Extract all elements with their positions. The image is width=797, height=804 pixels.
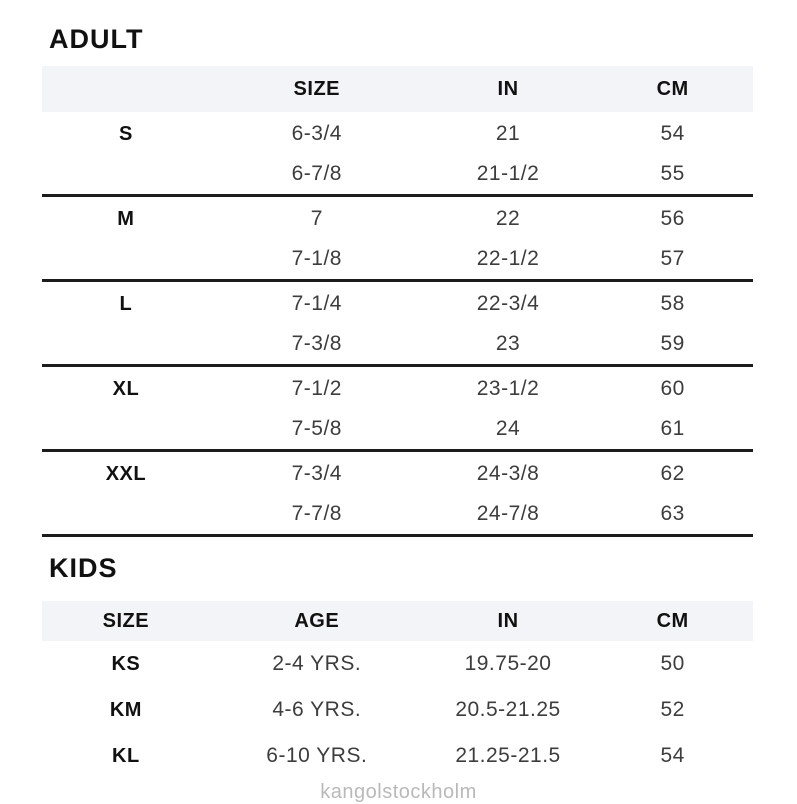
watermark-text: kangolstockholm	[320, 781, 477, 803]
size-label-cell: XL	[112, 377, 140, 400]
adult-header-in: IN	[497, 77, 519, 100]
kids-header-size: SIZE	[102, 609, 150, 632]
adult-table-header-row	[42, 66, 753, 112]
inches-cell: 24-3/8	[476, 462, 540, 485]
inches-cell: 22	[495, 207, 521, 230]
adult-size-group-xxl	[42, 452, 753, 537]
cm-cell: 54	[660, 744, 685, 767]
cm-cell: 59	[660, 332, 685, 355]
inches-cell: 20.5-21.25	[455, 698, 561, 721]
adult-size-group-s	[42, 112, 753, 197]
hat-size-cell: 7-3/8	[291, 332, 342, 355]
adult-size-group-l	[42, 282, 753, 367]
cm-cell: 63	[660, 502, 685, 525]
hat-size-cell: 7-7/8	[291, 502, 342, 525]
table-row	[42, 687, 753, 733]
kids-header-age: AGE	[294, 609, 340, 632]
table-row	[42, 641, 753, 687]
inches-cell: 24	[495, 417, 521, 440]
kids-size-table	[42, 601, 753, 779]
hat-size-cell: 7	[310, 207, 323, 230]
inches-cell: 21	[495, 122, 521, 145]
inches-cell: 22-3/4	[476, 292, 540, 315]
size-label-cell: S	[118, 122, 133, 145]
cm-cell: 57	[660, 247, 685, 270]
hat-size-cell: 7-3/4	[291, 462, 342, 485]
table-row	[42, 239, 753, 279]
table-row	[42, 324, 753, 364]
inches-cell: 21.25-21.5	[455, 744, 561, 767]
cm-cell: 56	[660, 207, 685, 230]
cm-cell: 58	[660, 292, 685, 315]
cm-cell: 50	[660, 652, 685, 675]
table-row	[42, 454, 753, 494]
hat-size-cell: 7-1/8	[291, 247, 342, 270]
kids-table-header-row	[42, 601, 753, 641]
size-label-cell: M	[117, 207, 135, 230]
table-row	[42, 733, 753, 779]
kids-header-in: IN	[497, 609, 519, 632]
cm-cell: 61	[660, 417, 685, 440]
adult-header-size: SIZE	[293, 77, 340, 100]
hat-size-cell: 6-7/8	[291, 162, 342, 185]
adult-header-cm: CM	[656, 77, 689, 100]
hat-size-cell: 7-5/8	[291, 417, 342, 440]
size-label-cell: L	[119, 292, 133, 315]
table-row	[42, 409, 753, 449]
inches-cell: 21-1/2	[476, 162, 540, 185]
cm-cell: 52	[660, 698, 685, 721]
size-label-cell: KS	[111, 652, 141, 675]
cm-cell: 60	[660, 377, 685, 400]
kids-header-cm: CM	[656, 609, 689, 632]
hat-size-cell: 7-1/2	[291, 377, 342, 400]
table-row	[42, 199, 753, 239]
table-row	[42, 114, 753, 154]
adult-size-group-m	[42, 197, 753, 282]
adult-size-table	[42, 66, 753, 537]
size-label-cell: KL	[112, 744, 140, 767]
inches-cell: 24-7/8	[476, 502, 540, 525]
adult-section-title: ADULT	[49, 24, 144, 54]
hat-size-cell: 7-1/4	[291, 292, 342, 315]
age-cell: 6-10 YRS.	[266, 744, 368, 767]
inches-cell: 23-1/2	[476, 377, 540, 400]
inches-cell: 22-1/2	[476, 247, 540, 270]
cm-cell: 54	[660, 122, 685, 145]
inches-cell: 19.75-20	[464, 652, 552, 675]
age-cell: 4-6 YRS.	[272, 698, 362, 721]
kids-section-title: KIDS	[49, 553, 118, 583]
cm-cell: 55	[660, 162, 685, 185]
table-row	[42, 369, 753, 409]
age-cell: 2-4 YRS.	[272, 652, 362, 675]
adult-size-group-xl	[42, 367, 753, 452]
table-row	[42, 284, 753, 324]
inches-cell: 23	[495, 332, 521, 355]
hat-size-cell: 6-3/4	[291, 122, 342, 145]
cm-cell: 62	[660, 462, 685, 485]
size-label-cell: XXL	[105, 462, 147, 485]
table-row	[42, 494, 753, 534]
table-row	[42, 154, 753, 194]
size-label-cell: KM	[109, 698, 142, 721]
